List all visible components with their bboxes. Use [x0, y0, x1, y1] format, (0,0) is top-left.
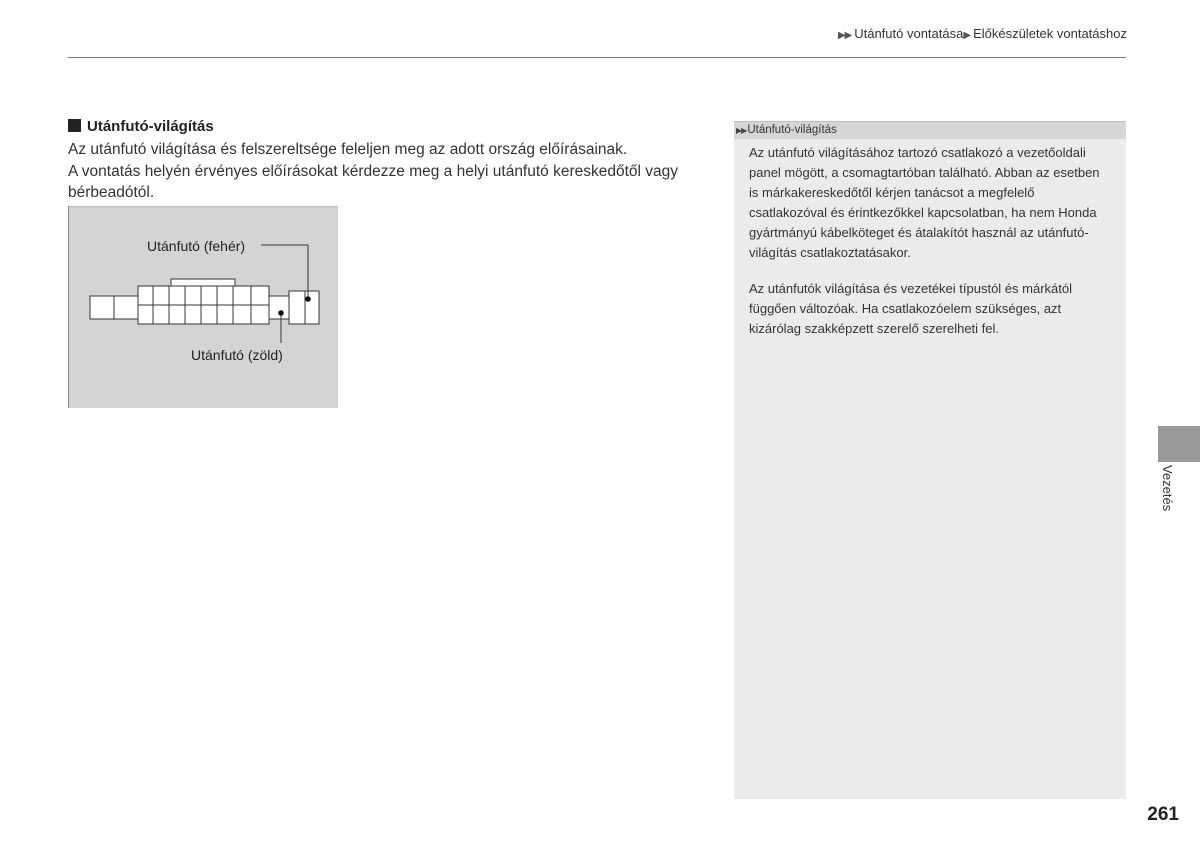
- breadcrumb: [838, 26, 1127, 41]
- header-divider: [68, 57, 1126, 58]
- pin-green-dot: [278, 310, 284, 316]
- paragraph-local-rules: A vontatás helyén érvényes előírásokat kérdezze meg a helyi utánfutó kereskedőtől vagy bérbeadótól.: [68, 162, 679, 201]
- connector-white-block: [269, 296, 289, 319]
- section-heading: [68, 118, 214, 135]
- square-bullet-icon: [68, 119, 81, 132]
- page-number: 261: [1147, 804, 1179, 825]
- paragraph-regulations: Az utánfutó világítása és felszereltsége feleljen meg az adott ország előírásainak.: [68, 141, 628, 158]
- double-arrow-icon: ▶▶: [837, 30, 852, 41]
- chapter-tab-label: Vezetés: [1160, 465, 1175, 512]
- section-title-text: Utánfutó-világítás: [87, 118, 214, 135]
- sidebar-paragraph-variants: Az utánfutók világítása és vezetékei típustól és márkától függően változóak. Ha csatlakozóelem szükséges, azt kizárólag szakképzett szerelő szerelheti fel.: [749, 281, 1073, 336]
- sidebar-paragraph-connector: Az utánfutó világításához tartozó csatlakozó a vezetőoldali panel mögött, a csomagtartóban található. Abban az esetben is márkakereskedőtől kérjen tanácsot a megfelelő csatlakozóval és érintkezőkkel kapcsolatban, ha nem Honda gyártmányú kábelköteget és átalakítót használ az utánfutó-világítás csatlakoztatásakor.: [749, 145, 1100, 260]
- breadcrumb-section: Utánfutó vontatása: [854, 26, 964, 41]
- connector-figure: [68, 206, 338, 408]
- label-trailer-green: Utánfutó (zöld): [191, 347, 283, 363]
- arrow-icon: ▶: [963, 30, 971, 41]
- body-text: [68, 139, 718, 204]
- connector-green-block: [289, 291, 319, 324]
- sidebar-body: [734, 139, 1126, 339]
- sidebar-title: Utánfutó-világítás: [747, 124, 837, 136]
- sidebar-note: [734, 121, 1126, 799]
- double-arrow-icon: ▶▶: [736, 126, 747, 135]
- sidebar-header: [734, 121, 1126, 139]
- breadcrumb-subsection: Előkészületek vontatáshoz: [973, 26, 1127, 41]
- pin-white-dot: [305, 296, 311, 302]
- chapter-tab-marker: [1158, 426, 1200, 462]
- label-trailer-white: Utánfutó (fehér): [147, 238, 246, 254]
